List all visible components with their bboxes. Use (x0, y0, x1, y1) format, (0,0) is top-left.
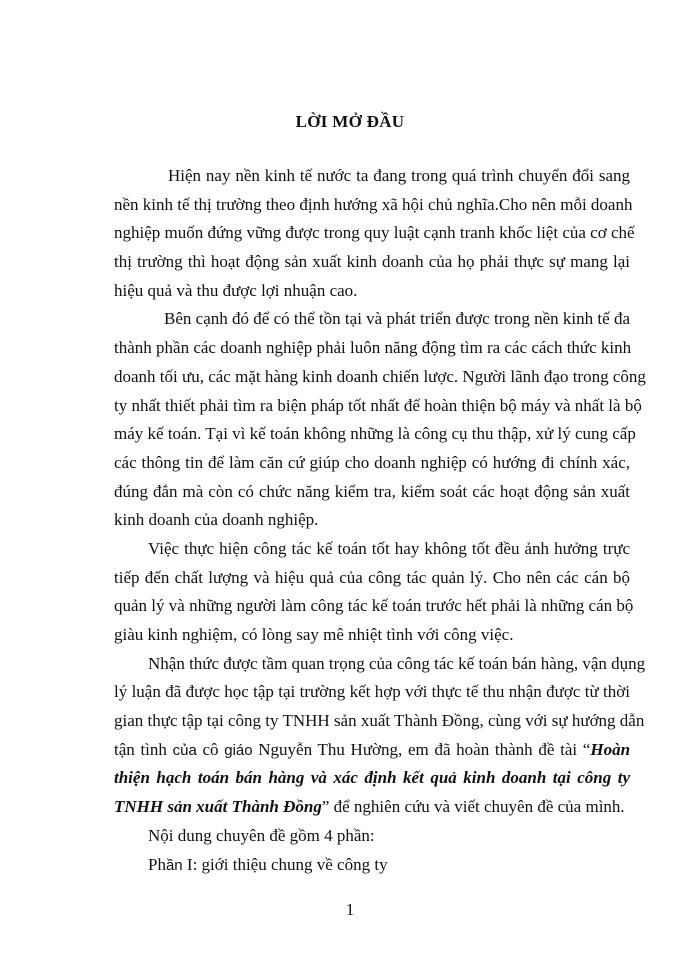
paragraph-line: Bên cạnh đó để có thể tồn tại và phát triển được trong nền kinh tế đa (164, 309, 630, 329)
text-span: giáo (224, 741, 253, 759)
paragraph-line: đúng đắn mà còn có chức năng kiểm tra, kiểm soát các hoạt động sản xuất (114, 481, 630, 501)
text-span: cô (196, 739, 225, 759)
paragraph-line: tiếp đến chất lượng và hiệu quả của công tác quản lý. Cho nên các cán bộ (114, 567, 630, 587)
paragraph-line (114, 736, 630, 765)
paragraph-line: quản lý và những người làm công tác kế toán trước hết phải là những cán bộ (114, 596, 634, 616)
paragraph-line (114, 793, 630, 822)
text-span: I: giới thiệu chung về công ty (182, 854, 388, 874)
paragraph-line: Nhận thức được tầm quan trọng của công tác kế toán bán hàng, vận dụng (148, 653, 646, 673)
paragraph-line: giàu kinh nghiệm, có lòng say mê nhiệt tình với công việc. (114, 625, 514, 644)
paragraph-line: các thông tin để làm căn cứ giúp cho doanh nghiệp có hướng đi chính xác, (114, 452, 630, 472)
paragraph-line: thành phần các doanh nghiệp phải luôn năng động tìm ra các cách thức kinh (114, 338, 632, 358)
text-span: ần (165, 856, 183, 874)
paragraph-line: gian thực tập tại công ty TNHH sản xuất Thành Đồng, cùng với sự hướng dẫn (114, 711, 645, 731)
paragraph-line: kinh doanh của doanh nghiệp. (114, 510, 319, 530)
text-span: Ph (148, 854, 166, 874)
paragraph-line: doanh tối ưu, các mặt hàng kinh doanh chiến lược. Người lãnh đạo trong công (114, 366, 646, 386)
text-span: Nguyễn Thu Hường, em đã hoàn thành đề tài “ (252, 739, 591, 759)
outline-intro: Nội dung chuyên đề gồm 4 phần: (148, 825, 375, 845)
paragraph-line: thị trường thì hoạt động sản xuất kinh doanh của họ phải thực sự mang lại (114, 252, 630, 272)
paragraph-line: nghiệp muốn đứng vững được trong quy luật cạnh tranh khốc liệt của cơ chế (114, 223, 635, 243)
paragraph-line: Việc thực hiện công tác kế toán tốt hay không tốt đều ảnh hưởng trực (148, 538, 630, 558)
paragraph-line: máy kế toán. Tại vì kế toán không những là công cụ thu thập, xử lý cung cấp (114, 424, 636, 444)
paragraph-line: nền kinh tế thị trường theo định hướng xã hội chủ nghĩa.Cho nên mỗi doanh (114, 194, 633, 214)
paragraph-line: hiệu quả và thu được lợi nhuận cao. (114, 280, 358, 300)
text-span: tận tình (114, 739, 173, 759)
page-title: LỜI MỞ ĐẦU (295, 112, 405, 131)
paragraph-line: Hiện nay nền kinh tế nước ta đang trong quá trình chuyển đổi sang (168, 166, 630, 185)
paragraph-line: ty nhất thiết phải tìm ra biện pháp tốt nhất để hoàn thiện bộ máy và nhất là bộ (114, 395, 642, 415)
thesis-title-part: TNHH sản xuất Thành Đồng (114, 797, 322, 817)
outline-item-part-1 (114, 851, 630, 880)
paragraph-line: lý luận đã được học tập tại trường kết hợp với thực tế thu nhận được từ thời (114, 682, 630, 702)
thesis-title-part: Hoàn (590, 739, 631, 759)
text-span: ” để nghiên cứu và viết chuyên đề của mình. (321, 797, 625, 817)
text-span: của (172, 741, 197, 759)
document-body (114, 162, 646, 879)
thesis-title-line: thiện hạch toán bán hàng và xác định kết quả kinh doanh tại công ty (114, 768, 630, 788)
page-number: 1 (345, 900, 355, 919)
